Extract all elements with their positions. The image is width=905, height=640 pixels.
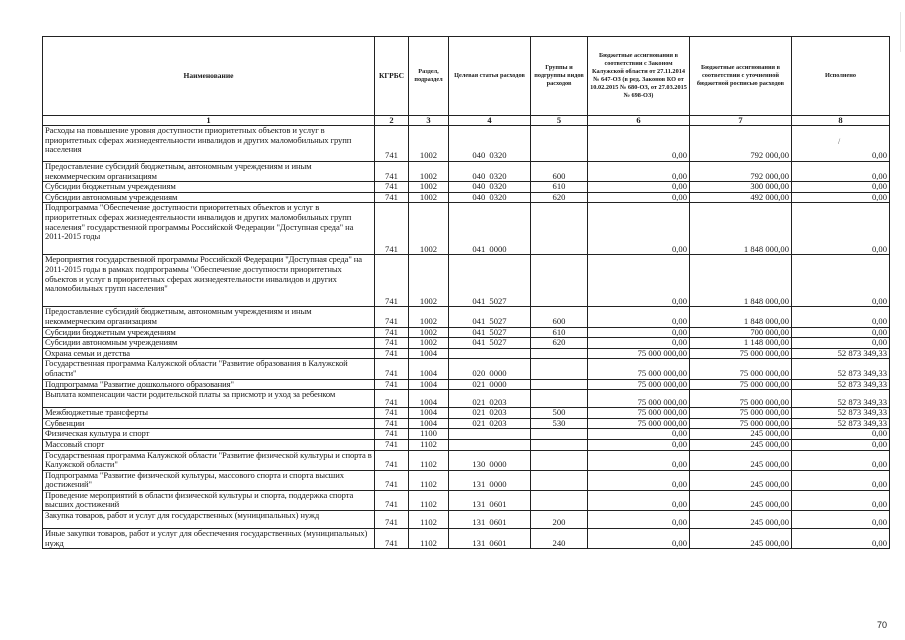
row-group <box>531 390 588 408</box>
row-done-amount: 0,00 <box>792 450 890 470</box>
row-kgrbs: 741 <box>375 511 409 529</box>
row-kgrbs: 741 <box>375 450 409 470</box>
header-row <box>43 37 890 116</box>
col-number: 2 <box>375 116 409 126</box>
budget-table-container <box>42 36 889 549</box>
row-target: 041 5027 <box>449 338 531 349</box>
row-law-amount: 0,00 <box>588 429 690 440</box>
row-kgrbs: 741 <box>375 529 409 549</box>
row-kgrbs: 741 <box>375 418 409 429</box>
row-name: Межбюджетные трансферты <box>43 408 375 419</box>
row-kgrbs: 741 <box>375 348 409 359</box>
row-name: Подпрограмма "Развитие дошкольного образования" <box>43 379 375 390</box>
table-row <box>43 511 890 529</box>
col-header-law: Бюджетные ассигнования в соответствии с Законом Калужской области от 27.11.2014 № 647-ОЗ (в ред. Законов КО от 10.02.2015 № 680-ОЗ, от 27.03.2015 № 698-ОЗ) <box>588 37 690 116</box>
row-target: 021 0203 <box>449 418 531 429</box>
row-group <box>531 379 588 390</box>
row-kgrbs: 741 <box>375 203 409 255</box>
column-number-row <box>43 116 890 126</box>
row-group <box>531 126 588 162</box>
row-plan-amount: 75 000 000,00 <box>690 418 792 429</box>
row-kgrbs: 741 <box>375 255 409 307</box>
col-header-group: Группы и подгруппы видов расходов <box>531 37 588 116</box>
col-header-razdel: Раздел, подраздел <box>409 37 449 116</box>
row-kgrbs: 741 <box>375 192 409 203</box>
row-kgrbs: 741 <box>375 338 409 349</box>
row-plan-amount: 245 000,00 <box>690 450 792 470</box>
row-kgrbs: 741 <box>375 126 409 162</box>
row-plan-amount: 75 000 000,00 <box>690 359 792 379</box>
row-done-amount: 0,00 <box>792 338 890 349</box>
row-name: Субвенции <box>43 418 375 429</box>
row-razdel: 1004 <box>409 359 449 379</box>
row-target: 131 0601 <box>449 529 531 549</box>
row-name: Субсидии бюджетным учреждениям <box>43 327 375 338</box>
row-group: 500 <box>531 408 588 419</box>
row-done-amount: 0,00 <box>792 255 890 307</box>
row-done-amount: 0,00 <box>792 470 890 490</box>
row-name: Субсидии автономным учреждениям <box>43 192 375 203</box>
row-name: Мероприятия государственной программы Российской Федерации "Доступная среда" на 2011-2015 годы в рамках подпрограммы "Обеспечение доступности приоритетных объектов и услуг в приоритетных сферах жизнедеятельности инвалидов и других маломобильных групп населения" <box>43 255 375 307</box>
table-row <box>43 307 890 327</box>
table-row <box>43 126 890 162</box>
row-law-amount: 75 000 000,00 <box>588 379 690 390</box>
row-target: 021 0000 <box>449 379 531 390</box>
row-law-amount: 75 000 000,00 <box>588 418 690 429</box>
table-row <box>43 490 890 510</box>
row-target: 040 0320 <box>449 126 531 162</box>
row-law-amount: 0,00 <box>588 203 690 255</box>
row-target: 041 5027 <box>449 307 531 327</box>
row-plan-amount: 792 000,00 <box>690 162 792 182</box>
row-law-amount: 0,00 <box>588 307 690 327</box>
col-number: 8 <box>792 116 890 126</box>
row-kgrbs: 741 <box>375 390 409 408</box>
row-razdel: 1102 <box>409 529 449 549</box>
row-kgrbs: 741 <box>375 307 409 327</box>
row-razdel: 1102 <box>409 450 449 470</box>
row-law-amount: 0,00 <box>588 338 690 349</box>
row-razdel: 1002 <box>409 338 449 349</box>
row-group: 530 <box>531 418 588 429</box>
row-plan-amount: 75 000 000,00 <box>690 408 792 419</box>
col-header-done: Исполнено <box>792 37 890 116</box>
row-law-amount: 0,00 <box>588 439 690 450</box>
row-kgrbs: 741 <box>375 359 409 379</box>
table-row <box>43 390 890 408</box>
row-law-amount: 75 000 000,00 <box>588 359 690 379</box>
row-group: 240 <box>531 529 588 549</box>
row-name: Охрана семьи и детства <box>43 348 375 359</box>
col-number: 3 <box>409 116 449 126</box>
row-name: Подпрограмма "Развитие физической культуры, массового спорта и спорта высших достижений" <box>43 470 375 490</box>
row-plan-amount: 245 000,00 <box>690 439 792 450</box>
row-name: Государственная программа Калужской области "Развитие образования в Калужской области" <box>43 359 375 379</box>
row-razdel: 1004 <box>409 379 449 390</box>
table-row <box>43 418 890 429</box>
table-row <box>43 439 890 450</box>
row-group: 200 <box>531 511 588 529</box>
col-header-plan: Бюджетные ассигнования в соответствии с уточненной бюджетной росписью расходов <box>690 37 792 116</box>
row-group <box>531 255 588 307</box>
row-law-amount: 75 000 000,00 <box>588 390 690 408</box>
row-target: 041 5027 <box>449 327 531 338</box>
row-razdel: 1002 <box>409 182 449 193</box>
table-body <box>43 126 890 549</box>
col-header-name: Наименование <box>43 37 375 116</box>
table-row <box>43 529 890 549</box>
table-row <box>43 429 890 440</box>
row-name: Проведение мероприятий в области физической культуры и спорта, поддержка спорта высших достижений <box>43 490 375 510</box>
row-plan-amount: 700 000,00 <box>690 327 792 338</box>
table-row <box>43 327 890 338</box>
row-group: 620 <box>531 338 588 349</box>
row-done-amount: 52 873 349,33 <box>792 418 890 429</box>
page-number: 70 <box>876 620 887 630</box>
row-law-amount: 0,00 <box>588 450 690 470</box>
row-razdel: 1004 <box>409 418 449 429</box>
row-done-amount: 0,00 <box>792 429 890 440</box>
col-header-kgrbs: КГРБС <box>375 37 409 116</box>
row-law-amount: 0,00 <box>588 192 690 203</box>
row-kgrbs: 741 <box>375 162 409 182</box>
budget-table <box>42 36 890 549</box>
row-law-amount: 0,00 <box>588 182 690 193</box>
row-law-amount: 0,00 <box>588 126 690 162</box>
table-row <box>43 450 890 470</box>
row-kgrbs: 741 <box>375 182 409 193</box>
row-name: Закупка товаров, работ и услуг для государственных (муниципальных) нужд <box>43 511 375 529</box>
row-done-amount: 0,00 <box>792 439 890 450</box>
row-done-amount: 0,00 <box>792 192 890 203</box>
row-plan-amount: 245 000,00 <box>690 429 792 440</box>
row-razdel: 1004 <box>409 408 449 419</box>
row-group: 610 <box>531 327 588 338</box>
row-target: 041 5027 <box>449 255 531 307</box>
row-plan-amount: 1 848 000,00 <box>690 203 792 255</box>
row-law-amount: 0,00 <box>588 327 690 338</box>
row-target: 040 0320 <box>449 162 531 182</box>
table-row <box>43 359 890 379</box>
row-target <box>449 348 531 359</box>
row-group: 600 <box>531 162 588 182</box>
row-razdel: 1002 <box>409 192 449 203</box>
row-name: Предоставление субсидий бюджетным, автономным учреждениям и иным некоммерческим организациям <box>43 162 375 182</box>
row-done-amount: 52 873 349,33 <box>792 379 890 390</box>
row-plan-amount: 1 848 000,00 <box>690 255 792 307</box>
row-group: 620 <box>531 192 588 203</box>
row-kgrbs: 741 <box>375 439 409 450</box>
row-done-amount: 0,00 <box>792 162 890 182</box>
row-target: 131 0000 <box>449 470 531 490</box>
row-plan-amount: 300 000,00 <box>690 182 792 193</box>
row-group: 610 <box>531 182 588 193</box>
row-done-amount: 52 873 349,33 <box>792 390 890 408</box>
table-row <box>43 348 890 359</box>
row-target <box>449 429 531 440</box>
row-kgrbs: 741 <box>375 490 409 510</box>
row-group <box>531 359 588 379</box>
pen-mark: / <box>838 137 841 146</box>
row-done-amount: 52 873 349,33 <box>792 348 890 359</box>
row-law-amount: 0,00 <box>588 470 690 490</box>
row-done-amount: 52 873 349,33 <box>792 359 890 379</box>
row-plan-amount: 245 000,00 <box>690 490 792 510</box>
row-name: Государственная программа Калужской области "Развитие физической культуры и спорта в Калужской области" <box>43 450 375 470</box>
row-name: Физическая культура и спорт <box>43 429 375 440</box>
row-group <box>531 203 588 255</box>
row-name: Иные закупки товаров, работ и услуг для обеспечения государственных (муниципальных) нужд <box>43 529 375 549</box>
row-done-amount: 0,00 <box>792 307 890 327</box>
row-plan-amount: 75 000 000,00 <box>690 379 792 390</box>
row-done-amount: 52 873 349,33 <box>792 408 890 419</box>
row-plan-amount: 1 848 000,00 <box>690 307 792 327</box>
table-row <box>43 162 890 182</box>
table-row <box>43 470 890 490</box>
row-target: 020 0000 <box>449 359 531 379</box>
row-kgrbs: 741 <box>375 408 409 419</box>
row-target <box>449 439 531 450</box>
row-razdel: 1102 <box>409 511 449 529</box>
row-target: 040 0320 <box>449 182 531 193</box>
row-plan-amount: 245 000,00 <box>690 529 792 549</box>
row-law-amount: 0,00 <box>588 511 690 529</box>
row-name: Подпрограмма "Обеспечение доступности приоритетных объектов и услуг в приоритетных сферах жизнедеятельности инвалидов и других маломобильных групп населения" государственной программы Российской Федерации "Доступная среда" на 2011-2015 годы <box>43 203 375 255</box>
row-razdel: 1102 <box>409 490 449 510</box>
col-header-target: Целевая статья расходов <box>449 37 531 116</box>
row-plan-amount: 75 000 000,00 <box>690 390 792 408</box>
row-razdel: 1002 <box>409 307 449 327</box>
row-target: 130 0000 <box>449 450 531 470</box>
row-kgrbs: 741 <box>375 429 409 440</box>
table-row <box>43 182 890 193</box>
row-plan-amount: 1 148 000,00 <box>690 338 792 349</box>
row-name: Расходы на повышение уровня доступности приоритетных объектов и услуг в приоритетных сферах жизнедеятельности инвалидов и других маломобильных групп населения <box>43 126 375 162</box>
table-row <box>43 203 890 255</box>
row-target: 041 0000 <box>449 203 531 255</box>
row-razdel: 1004 <box>409 390 449 408</box>
table-row <box>43 255 890 307</box>
row-done-amount: 0,00 <box>792 327 890 338</box>
table-row <box>43 379 890 390</box>
col-number: 4 <box>449 116 531 126</box>
row-razdel: 1002 <box>409 203 449 255</box>
row-done-amount: 0,00 <box>792 511 890 529</box>
row-name: Выплата компенсации части родительской платы за присмотр и уход за ребенком <box>43 390 375 408</box>
row-done-amount: 0,00 <box>792 126 890 162</box>
row-done-amount: 0,00 <box>792 529 890 549</box>
row-plan-amount: 75 000 000,00 <box>690 348 792 359</box>
row-target: 021 0203 <box>449 408 531 419</box>
row-razdel: 1100 <box>409 429 449 440</box>
row-kgrbs: 741 <box>375 327 409 338</box>
row-target: 131 0601 <box>449 511 531 529</box>
scan-edge-line <box>900 12 901 52</box>
table-row <box>43 408 890 419</box>
col-number: 7 <box>690 116 792 126</box>
row-law-amount: 0,00 <box>588 529 690 549</box>
row-kgrbs: 741 <box>375 470 409 490</box>
row-done-amount: 0,00 <box>792 490 890 510</box>
row-plan-amount: 245 000,00 <box>690 511 792 529</box>
row-target: 040 0320 <box>449 192 531 203</box>
row-group <box>531 348 588 359</box>
row-law-amount: 0,00 <box>588 490 690 510</box>
row-razdel: 1002 <box>409 126 449 162</box>
row-group <box>531 450 588 470</box>
row-group <box>531 490 588 510</box>
row-name: Предоставление субсидий бюджетным, автономным учреждениям и иным некоммерческим организациям <box>43 307 375 327</box>
row-plan-amount: 792 000,00 <box>690 126 792 162</box>
row-razdel: 1002 <box>409 162 449 182</box>
row-kgrbs: 741 <box>375 379 409 390</box>
table-row <box>43 192 890 203</box>
row-group <box>531 470 588 490</box>
col-number: 6 <box>588 116 690 126</box>
row-law-amount: 75 000 000,00 <box>588 408 690 419</box>
row-razdel: 1002 <box>409 327 449 338</box>
row-razdel: 1102 <box>409 439 449 450</box>
row-name: Субсидии автономным учреждениям <box>43 338 375 349</box>
row-razdel: 1002 <box>409 255 449 307</box>
row-plan-amount: 492 000,00 <box>690 192 792 203</box>
table-row <box>43 338 890 349</box>
row-done-amount: 0,00 <box>792 203 890 255</box>
row-law-amount: 75 000 000,00 <box>588 348 690 359</box>
row-law-amount: 0,00 <box>588 255 690 307</box>
row-group: 600 <box>531 307 588 327</box>
row-razdel: 1102 <box>409 470 449 490</box>
row-group <box>531 429 588 440</box>
row-target: 021 0203 <box>449 390 531 408</box>
row-plan-amount: 245 000,00 <box>690 470 792 490</box>
row-razdel: 1004 <box>409 348 449 359</box>
row-done-amount: 0,00 <box>792 182 890 193</box>
row-target: 131 0601 <box>449 490 531 510</box>
row-law-amount: 0,00 <box>588 162 690 182</box>
col-number: 1 <box>43 116 375 126</box>
row-group <box>531 439 588 450</box>
row-name: Субсидии бюджетным учреждениям <box>43 182 375 193</box>
col-number: 5 <box>531 116 588 126</box>
row-name: Массовый спорт <box>43 439 375 450</box>
